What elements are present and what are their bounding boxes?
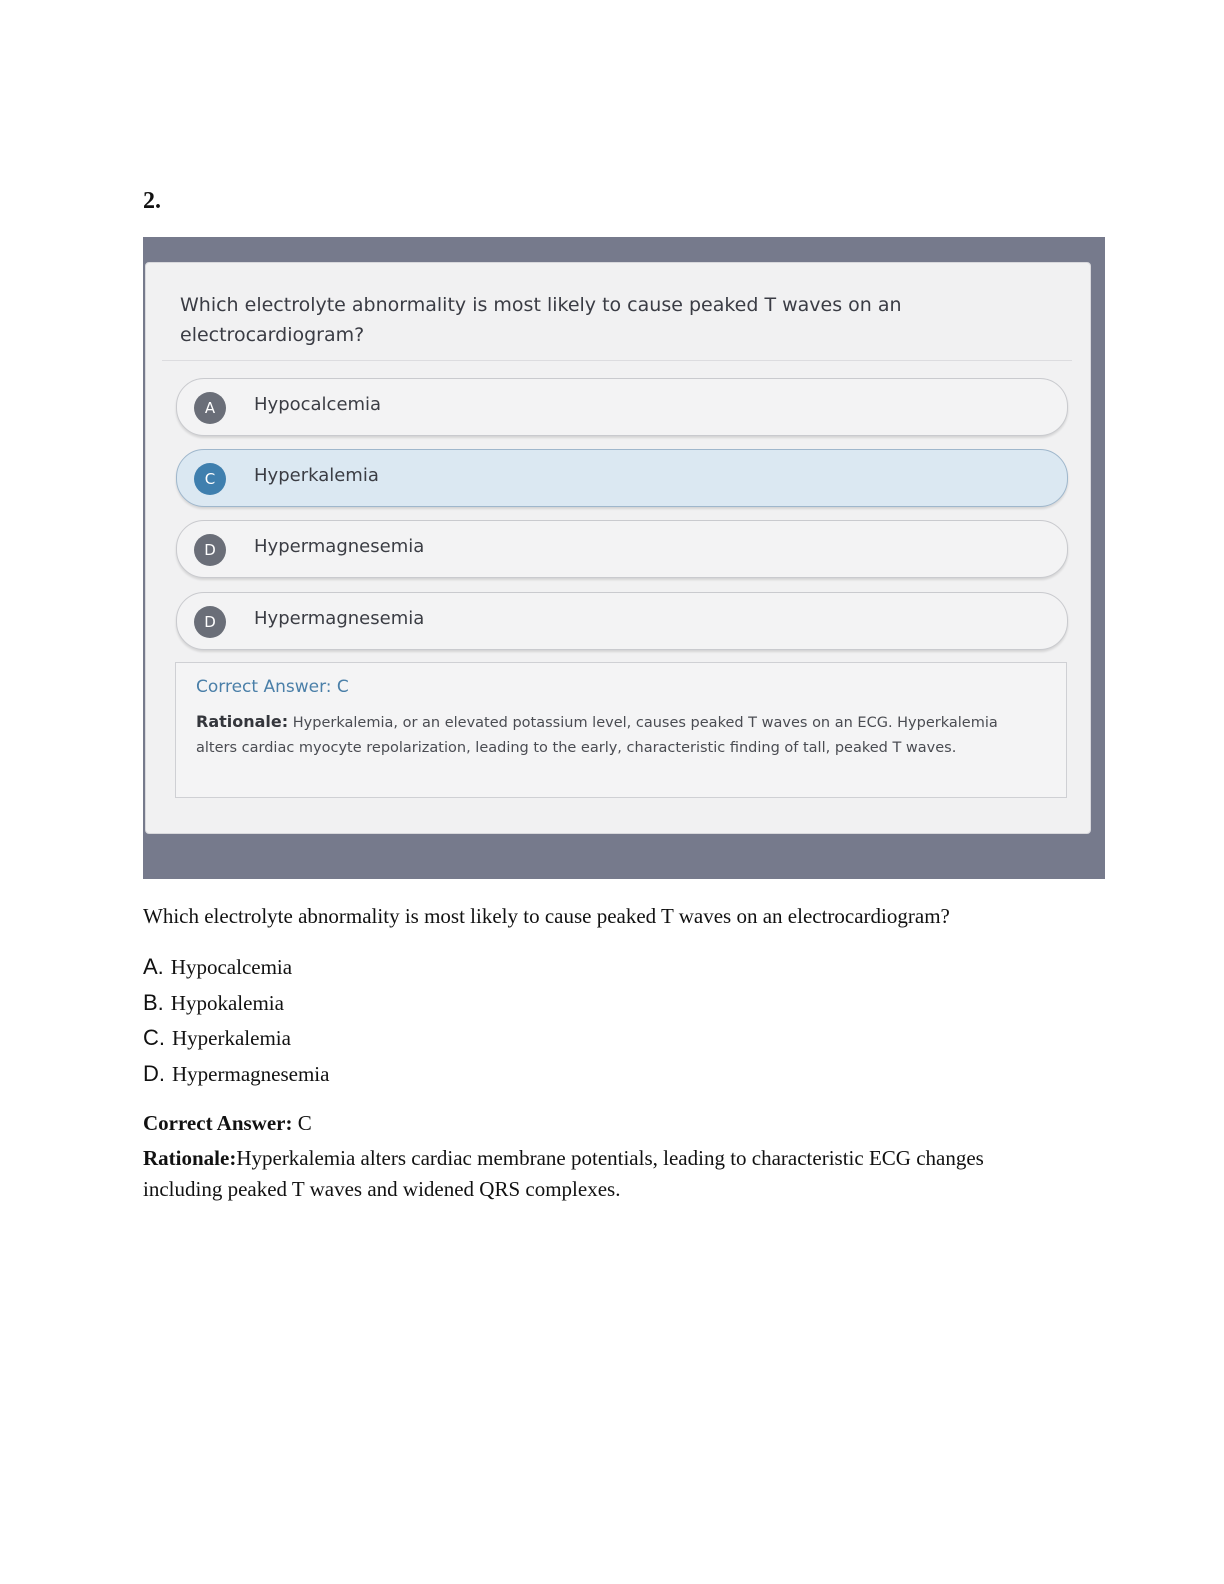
quiz-card: [145, 262, 1091, 834]
choice-letter: D.: [143, 1060, 165, 1086]
option-a[interactable]: [176, 378, 1068, 436]
option-badge: D: [194, 534, 226, 566]
rationale-label: Rationale:: [143, 1146, 237, 1170]
option-c-selected[interactable]: [176, 449, 1068, 507]
option-badge: A: [194, 392, 226, 424]
option-badge: C: [194, 463, 226, 495]
doc-correct-answer: [143, 1111, 312, 1136]
option-d-duplicate[interactable]: [176, 592, 1068, 650]
choice-list: [143, 954, 329, 1096]
option-label: Hypermagnesemia: [254, 608, 425, 629]
divider: [162, 360, 1072, 361]
choice-letter: A.: [143, 954, 164, 979]
rationale-label: Rationale:: [196, 712, 289, 731]
answer-box: [175, 662, 1067, 798]
choice-letter: C.: [143, 1025, 165, 1050]
choice-label: Hyperkalemia: [172, 1026, 291, 1050]
answer-rationale: [196, 709, 1016, 761]
doc-question: Which electrolyte abnormality is most likely to cause peaked T waves on an electrocardiogram?: [143, 904, 950, 928]
option-label: Hypermagnesemia: [254, 536, 425, 557]
embedded-screenshot: [143, 237, 1105, 879]
rationale-text: Hyperkalemia, or an elevated potassium level, causes peaked T waves on an ECG. Hyperkalemia alters cardiac myocyte repolarization, leading to the early, characteristic finding of tall, peaked T waves.: [196, 715, 998, 756]
choice-label: Hypokalemia: [170, 990, 284, 1015]
choice-letter: B.: [143, 989, 164, 1015]
option-d[interactable]: [176, 520, 1068, 578]
correct-value: C: [297, 1111, 312, 1135]
question-number: 2.: [143, 188, 161, 214]
choice-label: Hypocalcemia: [170, 955, 293, 979]
choice-d: [143, 1061, 329, 1097]
choice-a: [143, 954, 329, 990]
choice-b: [143, 990, 329, 1026]
option-badge: D: [194, 606, 226, 638]
choice-c: [143, 1025, 329, 1061]
correct-label: Correct Answer:: [143, 1111, 293, 1135]
choice-label: Hypermagnesemia: [172, 1061, 330, 1086]
answer-title: Correct Answer: C: [196, 677, 349, 697]
doc-rationale: [143, 1143, 1043, 1205]
card-question: Which electrolyte abnormality is most likely to cause peaked T waves on an electrocardiogram?: [180, 294, 902, 346]
option-label: Hypocalcemia: [254, 394, 382, 415]
option-label: Hyperkalemia: [254, 465, 379, 486]
rationale-text: Hyperkalemia alters cardiac membrane potentials, leading to characteristic ECG changes including peaked T waves and widened QRS complexes.: [143, 1146, 984, 1201]
